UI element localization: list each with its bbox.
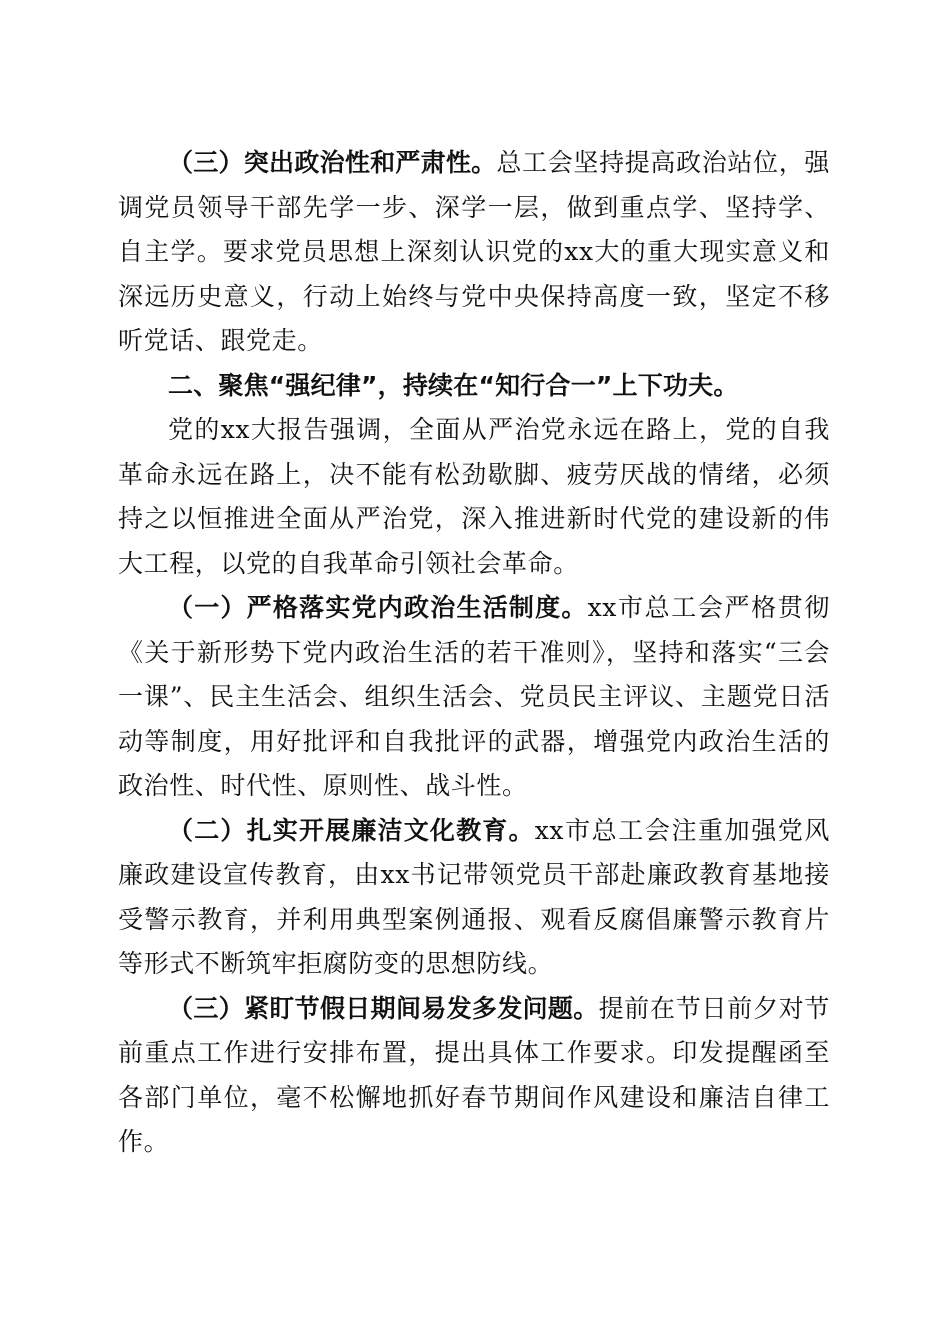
paragraph-text: xx市总工会严格贯彻《关于新形势下党内政治生活的若干准则》，坚持和落实“三会一课”、民主生活会、组织生活会、党员民主评议、主题党日活动等制度，用好批评和自我批评的武器，增强党内政治生活的政治性、时代性、原则性、战斗性。: [118, 593, 831, 800]
paragraph-holiday-issues: [118, 987, 830, 1165]
paragraph-political-seriousness: [118, 141, 830, 364]
paragraph-heading: （一）严格落实党内政治生活制度。: [168, 593, 588, 622]
paragraph-text: xx市总工会注重加强党风廉政建设宣传教育，由xx书记带领党员干部赴廉政教育基地接受警示教育，并利用典型案例通报、观看反腐倡廉警示教育片等形式不断筑牢拒腐防变的思想防线。: [118, 815, 830, 978]
paragraph-heading: （三）突出政治性和严肃性。: [168, 148, 497, 177]
section-intro-paragraph: 党的xx大报告强调，全面从严治党永远在路上，党的自我革命永远在路上，决不能有松劲歇脚、疲劳厌战的情绪，必须持之以恒推进全面从严治党，深入推进新时代党的建设新的伟大工程，以党的自我革命引领社会革命。: [118, 415, 830, 578]
paragraph-heading: （二）扎实开展廉洁文化教育。: [168, 815, 535, 845]
section-heading: 二、聚焦“强纪律”，持续在“知行合一”上下功夫。: [168, 370, 739, 400]
paragraph-political-life-system: [118, 586, 830, 809]
paragraph-integrity-education: [118, 809, 830, 987]
paragraph-text: 提前在节日前夕对节前重点工作进行安排布置，提出具体工作要求。印发提醒函至各部门单位，毫不松懈地抓好春节期间作风建设和廉洁自律工作。: [118, 993, 830, 1156]
paragraph-heading: （三）紧盯节假日期间易发多发问题。: [168, 993, 599, 1023]
paragraph-text: 总工会坚持提高政治站位，强调党员领导干部先学一步、深学一层，做到重点学、坚持学、自主学。要求党员思想上深刻认识党的xx大的重大现实意义和深远历史意义，行动上始终与党中央保持高度一致，坚定不移听党话、跟党走。: [118, 148, 830, 355]
document-body: [118, 141, 830, 1165]
